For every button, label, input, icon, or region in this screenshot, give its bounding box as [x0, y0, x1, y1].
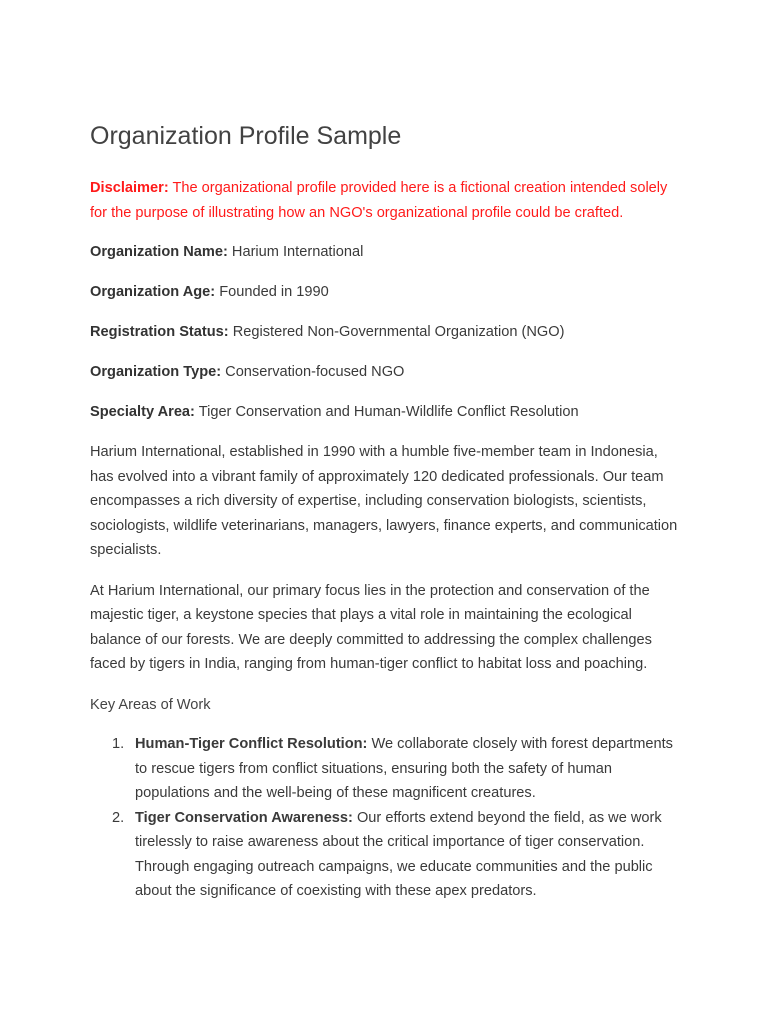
list-item-label: Human-Tiger Conflict Resolution:	[135, 736, 368, 752]
field-organization-name	[90, 240, 678, 265]
field-label: Organization Age:	[90, 284, 216, 300]
field-label: Organization Type:	[90, 364, 222, 380]
field-specialty-area	[90, 400, 678, 425]
field-value: Founded in 1990	[215, 284, 329, 300]
list-item-text: We collaborate closely with forest departments to rescue tigers from conflict situations, ensuring both the safety of human populations and the well-being of these magnificent creatures.	[135, 736, 673, 801]
list-item	[90, 732, 678, 806]
field-value: Harium International	[227, 244, 364, 260]
page-title: Organization Profile Sample	[90, 122, 402, 150]
disclaimer-text: The organizational profile provided here is a fictional creation intended solely for the purpose of illustrating how an NGO's organizational profile could be crafted.	[90, 180, 668, 221]
list-item-number: 1.	[112, 736, 125, 752]
list-item	[90, 806, 678, 904]
list-item-number: 2.	[112, 809, 125, 826]
field-organization-type	[90, 360, 678, 385]
field-value: Registered Non-Governmental Organization (NGO)	[228, 324, 565, 340]
disclaimer-label: Disclaimer:	[90, 180, 169, 196]
paragraph-focus: At Harium International, our primary focus lies in the protection and conservation of the majestic tiger, a keystone species that plays a vital role in maintaining the ecological balance of our forests. We are deeply committed to addressing the complex challenges faced by tigers in India, ranging from human-tiger conflict to habitat loss and poaching.	[90, 582, 652, 672]
field-registration-status	[90, 320, 678, 345]
list-item-text: Our efforts extend beyond the field, as we work tirelessly to raise awareness about the critical importance of tiger conservation. Through engaging outreach campaigns, we educate communities and the public about the significance of coexisting with these apex predators.	[135, 809, 662, 899]
field-label: Organization Name:	[90, 244, 228, 260]
field-label: Specialty Area:	[90, 404, 195, 420]
paragraph-history: Harium International, established in 1990 with a humble five-member team in Indonesia, has evolved into a vibrant family of approximately 120 dedicated professionals. Our team encompasses a rich diversity of expertise, including conservation biologists, scientists, sociologists, wildlife veterinarians, managers, lawyers, finance experts, and communication specialists.	[90, 444, 678, 558]
disclaimer	[90, 176, 678, 225]
field-organization-age	[90, 280, 678, 305]
field-label: Registration Status:	[90, 324, 229, 340]
key-areas-heading: Key Areas of Work	[90, 696, 211, 713]
list-item-label: Tiger Conservation Awareness:	[135, 809, 353, 826]
key-areas-list	[90, 732, 678, 904]
field-value: Tiger Conservation and Human-Wildlife Conflict Resolution	[194, 404, 579, 420]
field-value: Conservation-focused NGO	[221, 364, 405, 380]
